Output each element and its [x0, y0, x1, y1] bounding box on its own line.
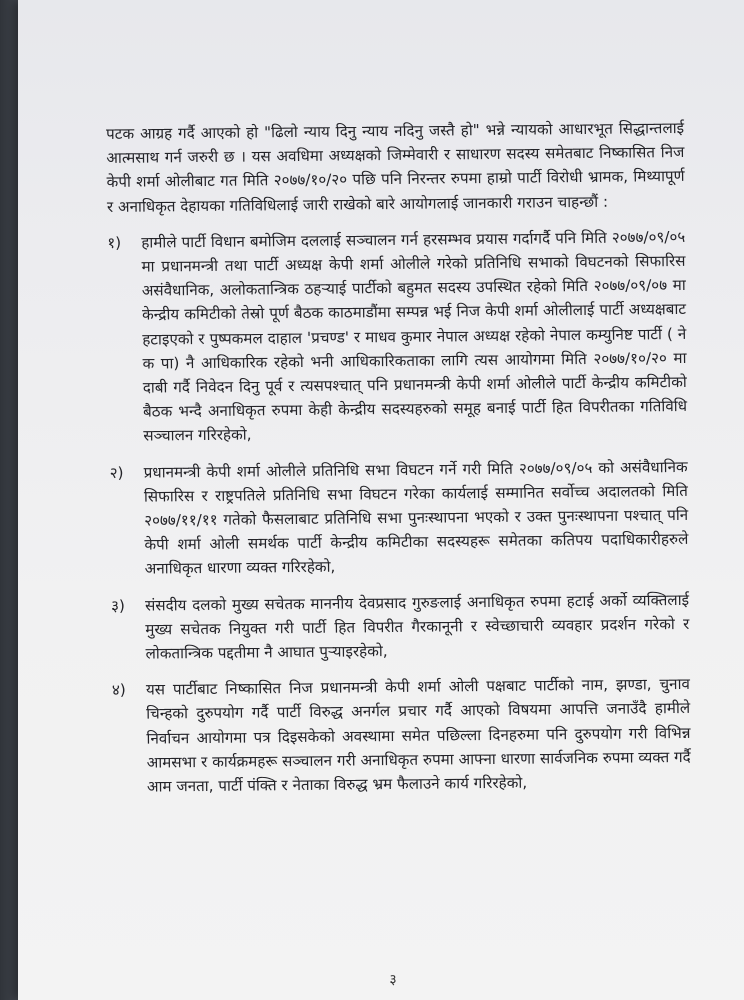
list-item-text: प्रधानमन्त्री केपी शर्मा ओलीले प्रतिनिधि सभा विघटन गर्ने गरी मिति २०७७/०९/०५ को असंवैधानिक सिफारिस र राष्ट्रपतिले प्रतिनिधि सभा विघटन गरेका कार्यलाई सम्मानित सर्वोच्च अदालतको मिति २०७७/११/११ गतेको फैसलाबाट प्रतिनिधि सभा पुनःस्थापना भएको र उक्त पुनःस्थापना पश्चात् पनि केपी शर्मा ओली समर्थक पार्टी केन्द्रीय कमिटीका सदस्यहरू समेतका कतिपय पदाधिकारीहरुले अनाधिकृत धारणा व्यक्त गरिरहेको,	[143, 457, 689, 579]
document-page	[18, 0, 744, 1000]
list-item-text: संसदीय दलको मुख्य सचेतक माननीय देवप्रसाद गुरुङलाई अनाधिकृत रुपमा हटाई अर्को व्यक्तिलाई मुख्य सचेतक नियुक्त गरी पार्टी हित विपरीत गैरकानूनी र स्वेच्छाचारी व्यवहार प्रदर्शन गरेको र लोकतान्त्रिक पद्दतीमा नै आघात पुऱ्याइरहेको,	[144, 590, 690, 663]
list-item-number: ४)	[111, 681, 126, 700]
list-item-number: ३)	[110, 596, 125, 615]
list-item-text: यस पार्टीबाट निष्कासित निज प्रधानमन्त्री केपी शर्मा ओली पक्षबाट पार्टीको नाम, झण्डा, चुनाव चिन्हको दुरुपयोग गर्दै पार्टी विरुद्ध अनर्गल प्रचार गर्दै आएको विषयमा आपत्ति जनाउँदै हामीले निर्वाचन आयोगमा पत्र दिइसकेको अवस्थामा समेत पछिल्ला दिनहरुमा पनि दुरुपयोग गरी विभिन्न आमसभा र कार्यक्रमहरू सञ्चालन गरी अनाधिकृत रुपमा आफ्ना धारणा सार्वजनिक रुपमा व्यक्त गर्दै आम जनता, पार्टी पंक्ति र नेताका विरुद्ध भ्रम फैलाउने कार्य गरिरहेको,	[145, 675, 691, 796]
list-item	[107, 225, 687, 449]
list-item	[111, 588, 690, 667]
list-item	[112, 672, 691, 799]
page-number: ३	[389, 972, 397, 988]
list-item-number: १)	[107, 233, 122, 252]
list-item-number: २)	[109, 463, 124, 482]
list-item	[110, 455, 689, 582]
intro-paragraph: पटक आग्रह गर्दै आएको हो "ढिलो न्याय दिनु न्याय नदिनु जस्तै हो" भन्ने न्यायको आधारभूत सिद्धान्तलाई आत्मसाथ गर्न जरुरी छ । यस अवधिमा अध्यक्षको जिम्मेवारी र साधारण सदस्य समेतबाट निष्कासित निज केपी शर्मा ओलीबाट गत मिति २०७७/१०/२० पछि पनि निरन्तर रुपमा हाम्रो पार्टी विरोधी भ्रामक, मिथ्यापूर्ण र अनाधिकृत देहायका गतिविधिलाई जारी राखेको बारे आयोगलाई जानकारी गराउन चाहन्छौं :	[106, 118, 685, 216]
document-body	[106, 116, 691, 811]
list-item-text: हामीले पार्टी विधान बमोजिम दललाई सञ्चालन गर्न हरसम्भव प्रयास गर्दागर्दै पनि मिति २०७७/०९/०५ मा प्रधानमन्त्री तथा पार्टी अध्यक्ष केपी शर्मा ओलीले गरेको प्रतिनिधि सभाको विघटनको सिफारिस असंवैधानिक, अलोकतान्त्रिक ठहऱ्याई पार्टीको बहुमत सदस्य उपस्थित रहेको मिति २०७७/०९/०७ मा केन्द्रीय कमिटीको तेस्रो पूर्ण बैठक काठमाडौंमा सम्पन्न भई निज केपी शर्मा ओलीलाई पार्टी अध्यक्षबाट हटाइएको र पुष्पकमल दाहाल 'प्रचण्ड' र माधव कुमार नेपाल अध्यक्ष रहेको नेपाल कम्युनिष्ट पार्टी ( ने क पा) नै आधिकारिक रहेको भनी आधिकारिकताका लागि त्यस आयोगमा मिति २०७७/१०/२० मा दाबी गर्दै निवेदन दिनु पूर्व र त्यसपश्चात् पनि प्रधानमन्त्री केपी शर्मा ओलीले पार्टी केन्द्रीय कमिटीको बैठक भन्दै अनाधिकृत रुपमा केही केन्द्रीय सदस्यहरुको समूह बनाई पार्टी हित विपरीतका गतिविधि सञ्चालन गरिरहेको,	[141, 227, 688, 446]
